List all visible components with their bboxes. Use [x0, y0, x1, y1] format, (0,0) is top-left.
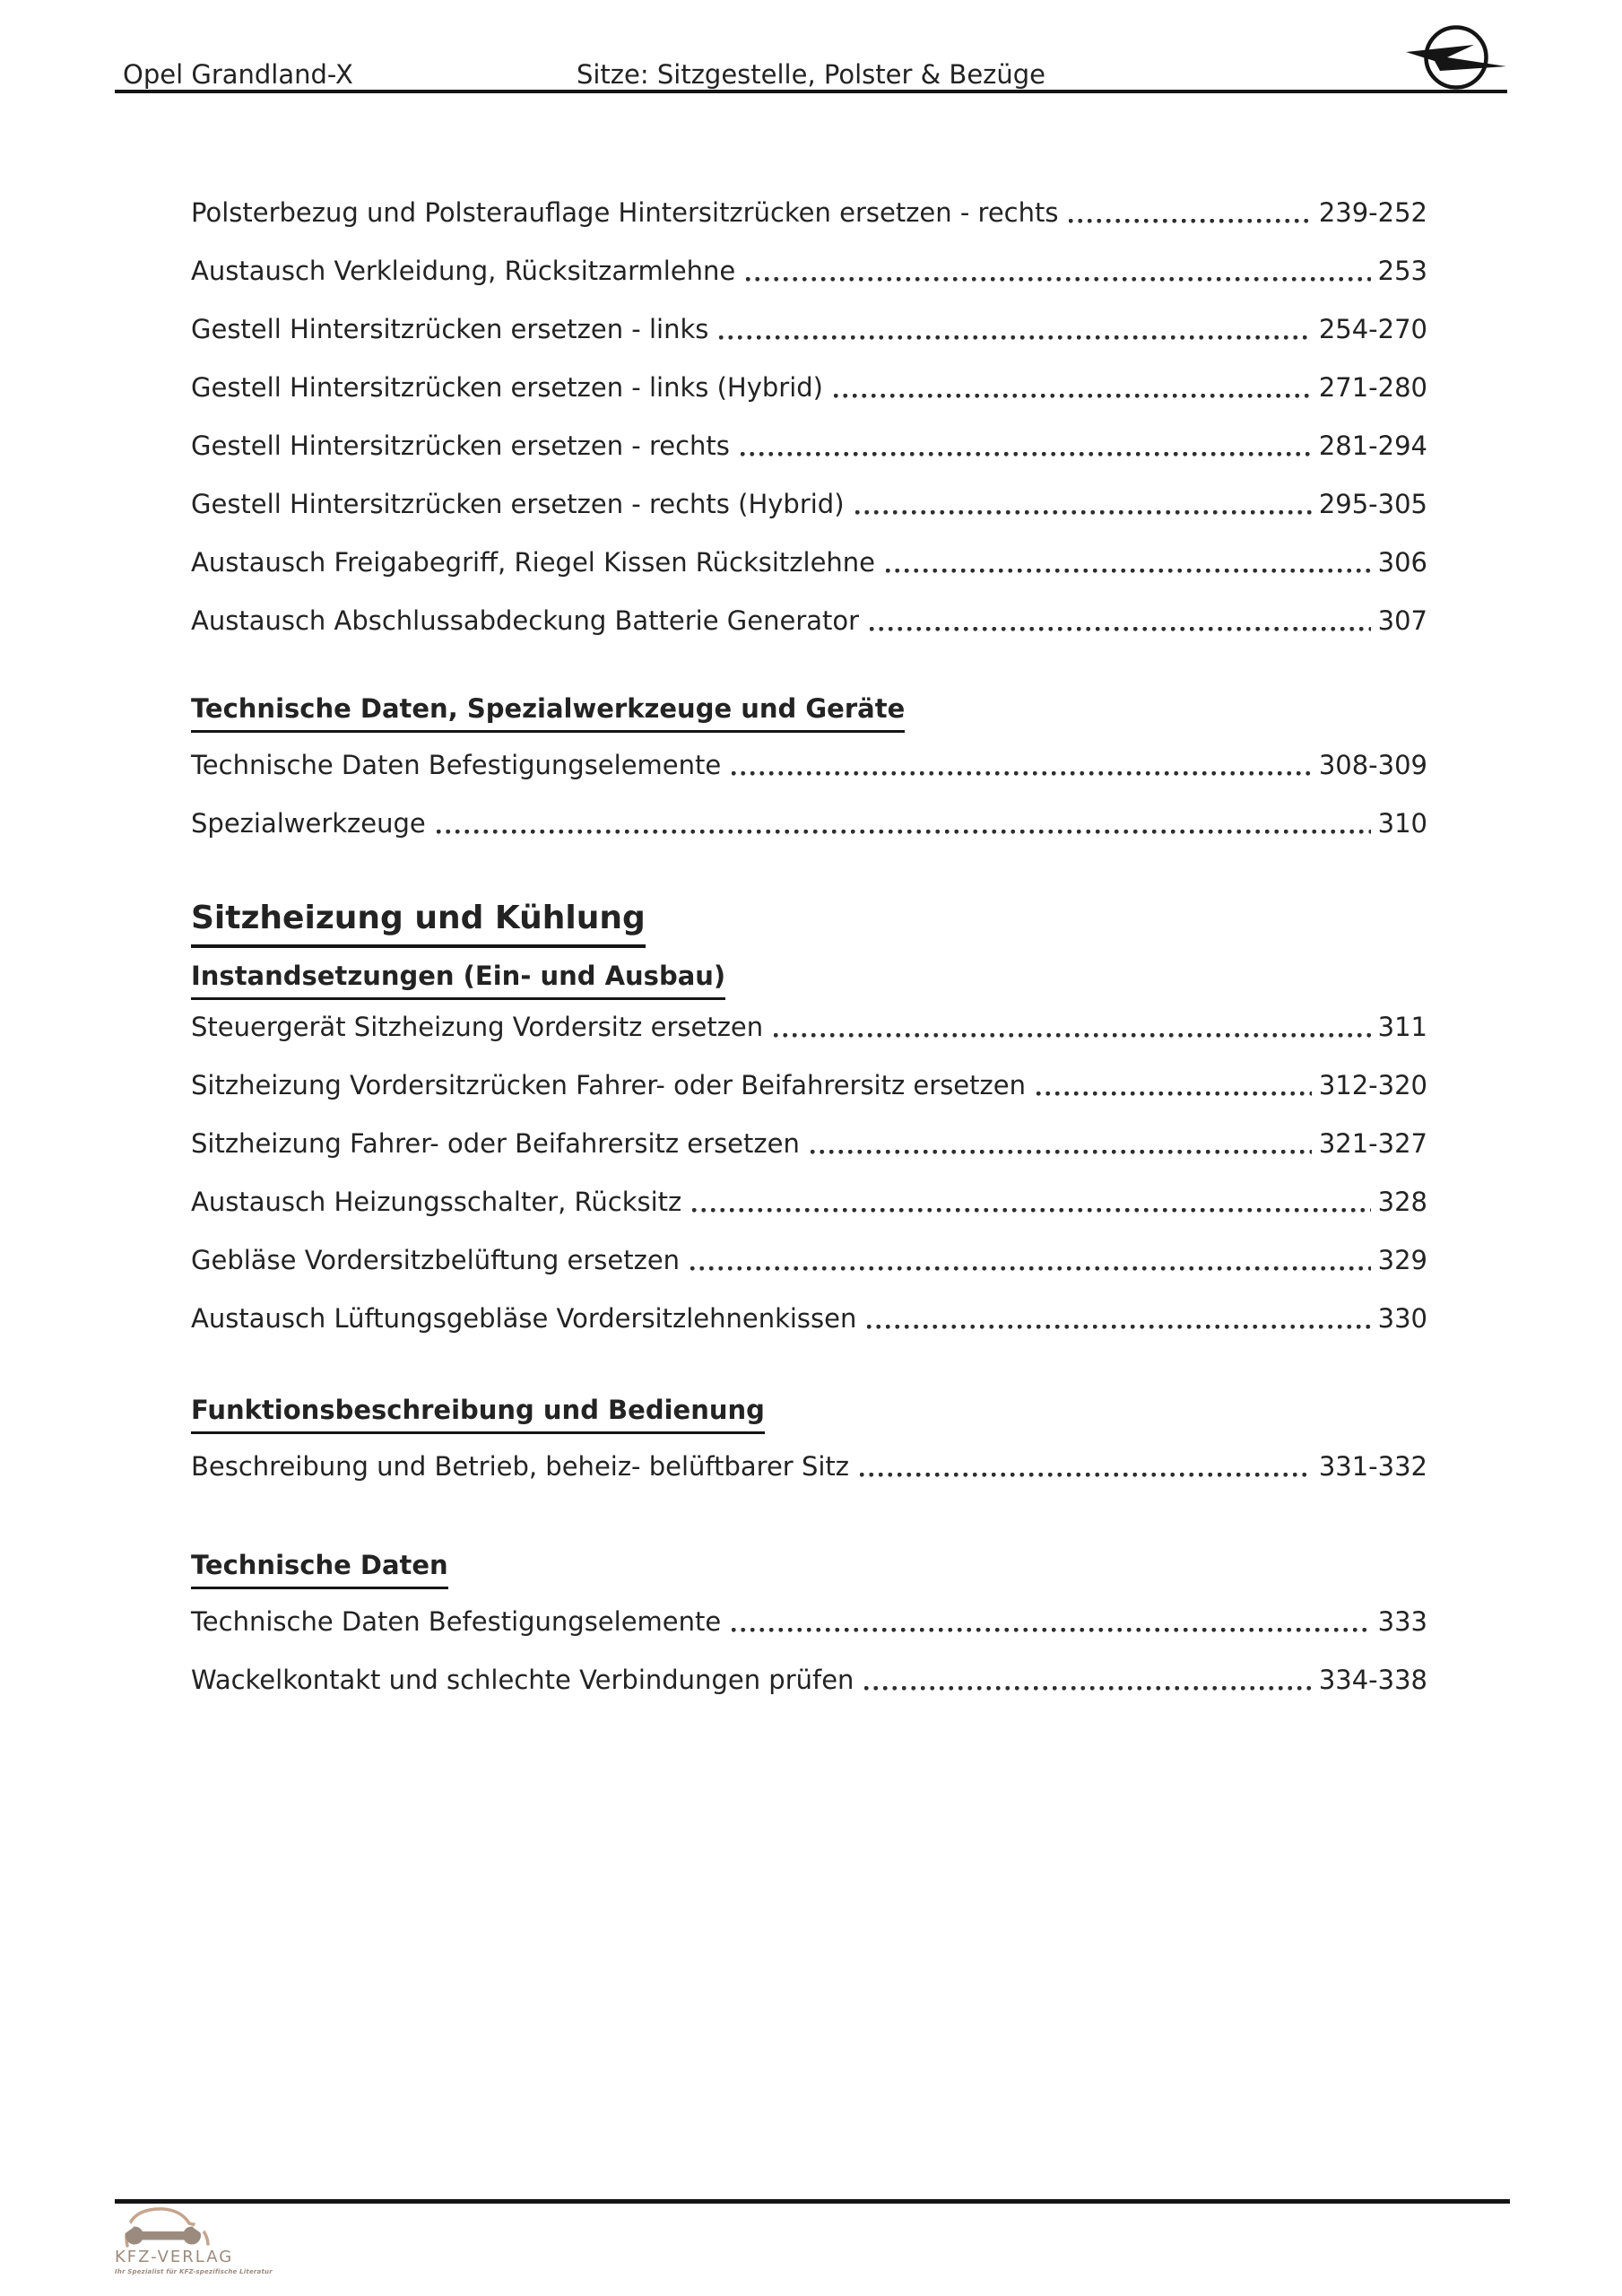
toc-entry: [191, 748, 1427, 782]
publisher-name: KFZ-VERLAG: [115, 2248, 234, 2266]
dot-leader: [854, 487, 1314, 521]
dot-leader: [1035, 1068, 1314, 1102]
toc-entry-pages: 334-338: [1318, 1665, 1427, 1695]
toc-entry-pages: 328: [1377, 1187, 1427, 1217]
toc-entry: [191, 370, 1427, 404]
table-of-contents: [191, 196, 1427, 1721]
toc-entry-pages: 333: [1377, 1606, 1427, 1637]
toc-entry-pages: 253: [1377, 256, 1427, 286]
toc-entry-pages: 308-309: [1318, 750, 1427, 780]
toc-entry-pages: 239-252: [1318, 197, 1427, 228]
toc-entry: [191, 254, 1427, 288]
toc-entry: [191, 1010, 1427, 1044]
opel-logo-icon: [1395, 11, 1512, 93]
dot-leader: [772, 1010, 1372, 1044]
toc-entry-title: Beschreibung und Betrieb, beheiz- belüftbarer Sitz: [191, 1451, 850, 1482]
toc-entry-title: Gebläse Vordersitzbelüftung ersetzen: [191, 1245, 681, 1275]
toc-entry: [191, 1301, 1427, 1335]
toc-entry-pages: 281-294: [1318, 430, 1427, 461]
toc-entry-pages: 329: [1377, 1245, 1427, 1275]
dot-leader: [744, 254, 1372, 288]
toc-entry: [191, 545, 1427, 579]
toc-entry: [191, 1449, 1427, 1483]
toc-entry: [191, 312, 1427, 346]
dot-leader: [884, 545, 1373, 579]
toc-entry-title: Austausch Verkleidung, Rücksitzarmlehne: [191, 256, 736, 286]
publisher-tagline: Ihr Spezialist für KFZ-spezifische Literatur: [115, 2268, 273, 2275]
toc-entry-title: Austausch Heizungsschalter, Rücksitz: [191, 1187, 682, 1217]
dot-leader: [730, 1605, 1372, 1639]
toc-entry-title: Gestell Hintersitzrücken ersetzen - rechts: [191, 430, 730, 461]
toc-entry-title: Sitzheizung Vordersitzrücken Fahrer- oder Beifahrersitz ersetzen: [191, 1070, 1026, 1100]
dot-leader: [832, 370, 1314, 404]
toc-entry-pages: 271-280: [1318, 372, 1427, 403]
toc-entry: [191, 429, 1427, 463]
toc-entry-title: Gestell Hintersitzrücken ersetzen - links: [191, 314, 709, 344]
toc-entry-title: Polsterbezug und Polsterauflage Hintersitzrücken ersetzen - rechts: [191, 197, 1059, 228]
car-wrench-icon: [120, 2205, 213, 2248]
toc-entry: [191, 1126, 1427, 1161]
toc-entry: [191, 806, 1427, 840]
toc-entry-title: Technische Daten Befestigungselemente: [191, 1606, 722, 1637]
section-heading: Technische Daten, Spezialwerkzeuge und Geräte: [191, 691, 1427, 733]
dot-leader: [1067, 196, 1313, 230]
dot-leader: [717, 312, 1313, 346]
dot-leader: [689, 1243, 1373, 1277]
toc-entry: [191, 196, 1427, 230]
toc-entry-title: Steuergerät Sitzheizung Vordersitz ersetzen: [191, 1012, 764, 1042]
toc-entry-title: Wackelkontakt und schlechte Verbindungen prüfen: [191, 1665, 854, 1695]
header-chapter-title: Sitze: Sitzgestelle, Polster & Bezüge: [576, 59, 1046, 90]
chapter-heading: Sitzheizung und Kühlung: [191, 898, 1427, 948]
toc-entry-title: Gestell Hintersitzrücken ersetzen - links (Hybrid): [191, 372, 823, 403]
toc-entry-pages: 330: [1377, 1303, 1427, 1334]
section-heading: Funktionsbeschreibung und Bedienung: [191, 1393, 1427, 1434]
header-rule: [115, 90, 1507, 93]
toc-entry-title: Gestell Hintersitzrücken ersetzen - rechts (Hybrid): [191, 489, 845, 519]
toc-entry: [191, 604, 1427, 638]
toc-entry-pages: 311: [1377, 1012, 1427, 1042]
toc-entry-pages: 254-270: [1318, 314, 1427, 344]
toc-entry-pages: 312-320: [1318, 1070, 1427, 1100]
toc-entry: [191, 1068, 1427, 1102]
dot-leader: [739, 429, 1314, 463]
footer-rule: [115, 2199, 1510, 2204]
toc-entry: [191, 487, 1427, 521]
toc-entry-title: Austausch Freigabegriff, Riegel Kissen Rücksitzlehne: [191, 547, 876, 578]
toc-entry: [191, 1243, 1427, 1277]
toc-entry-pages: 307: [1377, 605, 1427, 636]
dot-leader: [690, 1185, 1372, 1219]
toc-entry-title: Sitzheizung Fahrer- oder Beifahrersitz ersetzen: [191, 1128, 800, 1159]
section-subheading: Instandsetzungen (Ein- und Ausbau): [191, 959, 1427, 1000]
toc-entry: [191, 1185, 1427, 1219]
toc-entry: [191, 1605, 1427, 1639]
toc-entry-title: Technische Daten Befestigungselemente: [191, 750, 722, 780]
toc-entry-pages: 321-327: [1318, 1128, 1427, 1159]
dot-leader: [868, 604, 1373, 638]
header-model-name: Opel Grandland-X: [123, 59, 353, 90]
toc-entry-title: Austausch Abschlussabdeckung Batterie Generator: [191, 605, 860, 636]
toc-entry-pages: 306: [1377, 547, 1427, 578]
dot-leader: [858, 1449, 1314, 1483]
dot-leader: [865, 1301, 1372, 1335]
toc-entry-pages: 310: [1377, 808, 1427, 839]
toc-entry-pages: 331-332: [1318, 1451, 1427, 1482]
dot-leader: [435, 806, 1373, 840]
dot-leader: [730, 748, 1314, 782]
dot-leader: [809, 1126, 1314, 1161]
kfz-verlag-logo: [115, 2205, 312, 2275]
section-heading: Technische Daten: [191, 1548, 1427, 1589]
toc-entry-pages: 295-305: [1318, 489, 1427, 519]
toc-entry: [191, 1663, 1427, 1697]
toc-entry-title: Austausch Lüftungsgebläse Vordersitzlehnenkissen: [191, 1303, 857, 1334]
dot-leader: [863, 1663, 1313, 1697]
toc-entry-title: Spezialwerkzeuge: [191, 808, 426, 839]
